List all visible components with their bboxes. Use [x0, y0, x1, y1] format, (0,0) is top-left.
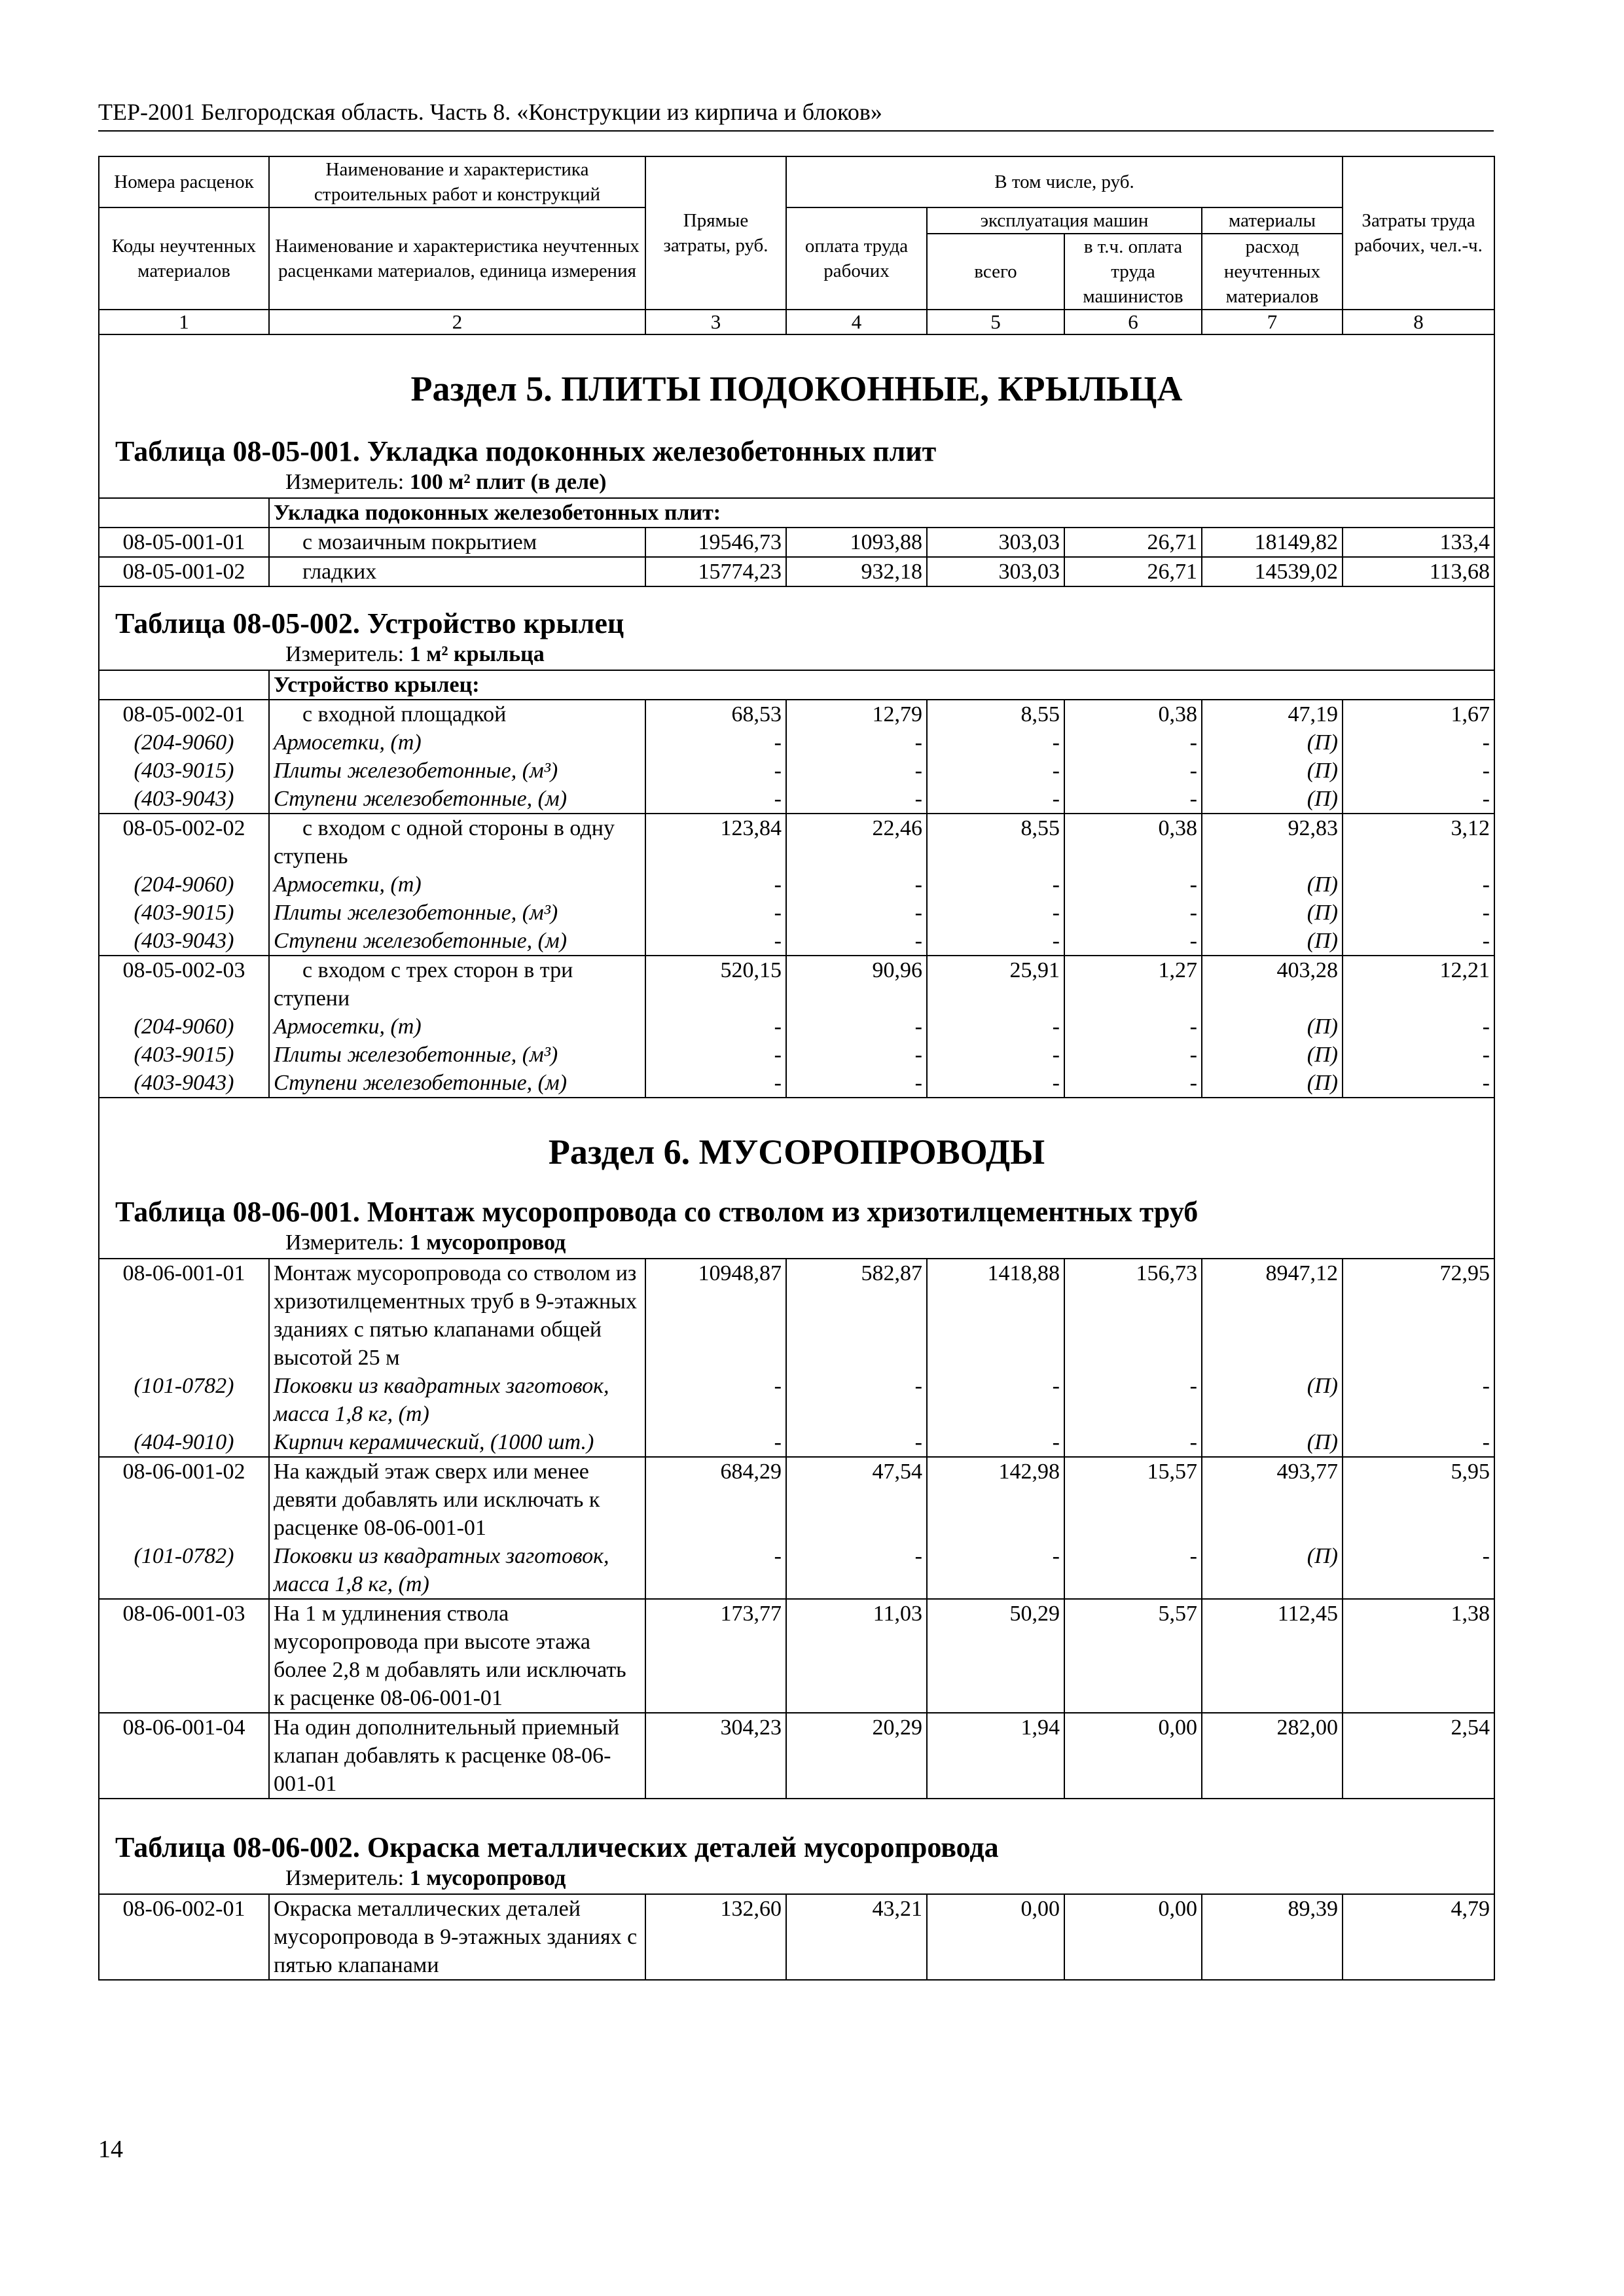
materials-cost: 282,00 [1202, 1713, 1343, 1799]
labor-hours: 113,68 [1343, 557, 1494, 586]
labor-hours: 5,95 - [1343, 1457, 1494, 1599]
rate-name: На каждый этаж сверх или менее девяти добавлять или исключать к расценке 08-06-001-01 Поковки из квадратных заготовок, масса 1,8 кг, (т) [269, 1457, 645, 1599]
materials-cost: 14539,02 [1202, 557, 1343, 586]
table-row [99, 1259, 1494, 1457]
machines-total: 303,03 [927, 528, 1064, 557]
table-row [99, 956, 1494, 1098]
col-8-header: Затраты труда рабочих, чел.-ч. [1343, 156, 1494, 310]
machinist-pay: 5,57 [1064, 1599, 1202, 1713]
labor-pay: 47,54 - [786, 1457, 927, 1599]
col-materials-header: материалы [1202, 207, 1343, 234]
rate-code: 08-05-002-01 (204-9060) (403-9015) (403-9043) [99, 700, 269, 814]
section-5-block [99, 334, 1494, 498]
rate-name: с мозаичным покрытием [269, 528, 645, 557]
col-6-header: в т.ч. оплата труда машинистов [1064, 234, 1202, 310]
rate-name: гладких [269, 557, 645, 586]
table-row [99, 1894, 1494, 1980]
subheading-blank [99, 498, 269, 528]
materials-cost: 89,39 [1202, 1894, 1343, 1980]
machines-total: 1,94 [927, 1713, 1064, 1799]
page-number: 14 [98, 2136, 123, 2163]
labor-hours: 72,95 - - [1343, 1259, 1494, 1457]
col-num-3: 3 [645, 310, 786, 334]
direct-costs: 132,60 [645, 1894, 786, 1980]
labor-hours: 3,12 - - - [1343, 814, 1494, 956]
labor-pay: 22,46 - - - [786, 814, 927, 956]
labor-pay: 11,03 [786, 1599, 927, 1713]
table-row [99, 1457, 1494, 1599]
col-num-7: 7 [1202, 310, 1343, 334]
labor-hours: 12,21 - - - [1343, 956, 1494, 1098]
materials-cost: 112,45 [1202, 1599, 1343, 1713]
machinist-pay: 156,73 - - [1064, 1259, 1202, 1457]
header-rule [98, 130, 1494, 132]
rate-code: 08-06-001-02 (101-0782) [99, 1457, 269, 1599]
machinist-pay: 26,71 [1064, 557, 1202, 586]
direct-costs: 10948,87 - - [645, 1259, 786, 1457]
direct-costs: 684,29 - [645, 1457, 786, 1599]
section-title: Раздел 5. ПЛИТЫ ПОДОКОННЫЕ, КРЫЛЬЦА [410, 369, 1183, 408]
machines-total: 1418,88 - - [927, 1259, 1064, 1457]
col-3-header: Прямые затраты, руб. [645, 156, 786, 310]
labor-pay: 90,96 - - - [786, 956, 927, 1098]
col-num-8: 8 [1343, 310, 1494, 334]
subheading: Устройство крылец: [269, 670, 1494, 700]
machinist-pay: 1,27 - - - [1064, 956, 1202, 1098]
direct-costs: 15774,23 [645, 557, 786, 586]
measure-line: Измеритель: 1 мусоропровод [285, 1230, 566, 1255]
col-num-6: 6 [1064, 310, 1202, 334]
machinist-pay: 0,00 [1064, 1713, 1202, 1799]
col-num-1: 1 [99, 310, 269, 334]
direct-costs: 19546,73 [645, 528, 786, 557]
labor-pay: 932,18 [786, 557, 927, 586]
rate-name: Монтаж мусоропровода со стволом из хризотилцементных труб в 9-этажных зданиях с пятью клапанами общей высотой 25 м Поковки из квадратных заготовок, масса 1,8 кг, (т) Кирпич керамический, (1000 шт.) [269, 1259, 645, 1457]
col-machines-header: эксплуатация машин [927, 207, 1202, 234]
col-7-header: расход неучтенных материалов [1202, 234, 1343, 310]
col-num-5: 5 [927, 310, 1064, 334]
col-num-4: 4 [786, 310, 927, 334]
table-header [99, 156, 1494, 334]
direct-costs: 123,84 - - - [645, 814, 786, 956]
rates-table [98, 156, 1495, 1981]
rate-code: 08-06-001-04 [99, 1713, 269, 1799]
labor-pay: 12,79 - - - [786, 700, 927, 814]
col-5-header: всего [927, 234, 1064, 310]
table-row [99, 814, 1494, 956]
machines-total: 8,55 - - - [927, 700, 1064, 814]
col-incl-header: В том числе, руб. [786, 156, 1343, 207]
machines-total: 303,03 [927, 557, 1064, 586]
rate-code: 08-05-001-01 [99, 528, 269, 557]
direct-costs: 68,53 - - - [645, 700, 786, 814]
rate-name: На 1 м удлинения ствола мусоропровода при высоте этажа более 2,8 м добавлять или исключать к расценке 08-06-001-01 [269, 1599, 645, 1713]
col-4-header: оплата труда рабочих [786, 207, 927, 310]
col-1-top: Номера расценок [99, 156, 269, 207]
materials-cost: 403,28 (П) (П) (П) [1202, 956, 1343, 1098]
page-header: ТЕР-2001 Белгородская область. Часть 8. «Конструкции из кирпича и блоков» [98, 99, 882, 125]
rate-name: На один дополнительный приемный клапан добавлять к расценке 08-06-001-01 [269, 1713, 645, 1799]
materials-cost: 47,19 (П) (П) (П) [1202, 700, 1343, 814]
table-row [99, 1599, 1494, 1713]
section-6-block [99, 1098, 1494, 1259]
labor-pay: 582,87 - - [786, 1259, 927, 1457]
col-1-bottom: Коды неучтенных материалов [99, 207, 269, 310]
rate-name: с входом с одной стороны в одну ступень Армосетки, (т) Плиты железобетонные, (м³) Ступени железобетонные, (м) [269, 814, 645, 956]
rate-code: 08-06-002-01 [99, 1894, 269, 1980]
table-title: Таблица 08-06-001. Монтаж мусоропровода со стволом из хризотилцементных труб [115, 1196, 1199, 1228]
direct-costs: 520,15 - - - [645, 956, 786, 1098]
col-2-bottom: Наименование и характеристика неучтенных расценками материалов, единица измерения [269, 207, 645, 310]
table-title: Таблица 08-06-002. Окраска металлических деталей мусоропровода [115, 1831, 999, 1863]
section-title: Раздел 6. МУСОРОПРОВОДЫ [548, 1132, 1045, 1172]
table-row [99, 700, 1494, 814]
machinist-pay: 0,00 [1064, 1894, 1202, 1980]
table-title-block [99, 1799, 1494, 1894]
machines-total: 50,29 [927, 1599, 1064, 1713]
machines-total: 0,00 [927, 1894, 1064, 1980]
machinist-pay: 0,38 - - - [1064, 814, 1202, 956]
labor-hours: 4,79 [1343, 1894, 1494, 1980]
labor-hours: 1,67 - - - [1343, 700, 1494, 814]
table-title: Таблица 08-05-002. Устройство крылец [115, 607, 624, 639]
table-row [99, 1713, 1494, 1799]
rate-code: 08-05-002-02 (204-9060) (403-9015) (403-9043) [99, 814, 269, 956]
machines-total: 8,55 - - - [927, 814, 1064, 956]
machines-total: 25,91 - - - [927, 956, 1064, 1098]
machinist-pay: 26,71 [1064, 528, 1202, 557]
direct-costs: 304,23 [645, 1713, 786, 1799]
rate-name: с входной площадкой Армосетки, (т) Плиты железобетонные, (м³) Ступени железобетонные, (м) [269, 700, 645, 814]
rate-code: 08-05-002-03 (204-9060) (403-9015) (403-9043) [99, 956, 269, 1098]
rate-name: Окраска металлических деталей мусоропровода в 9-этажных зданиях с пятью клапанами [269, 1894, 645, 1980]
labor-hours: 2,54 [1343, 1713, 1494, 1799]
labor-pay: 20,29 [786, 1713, 927, 1799]
rates-table-wrapper [98, 156, 1494, 1981]
rate-name: с входом с трех сторон в три ступени Армосетки, (т) Плиты железобетонные, (м³) Ступени железобетонные, (м) [269, 956, 645, 1098]
measure-line: Измеритель: 1 м² крыльца [285, 642, 545, 666]
table-title-block [99, 586, 1494, 670]
subheading: Укладка подоконных железобетонных плит: [269, 498, 1494, 528]
materials-cost: 8947,12 (П) (П) [1202, 1259, 1343, 1457]
rate-code: 08-06-001-01 (101-0782) (404-9010) [99, 1259, 269, 1457]
subheading-blank [99, 670, 269, 700]
materials-cost: 92,83 (П) (П) (П) [1202, 814, 1343, 956]
materials-cost: 493,77 (П) [1202, 1457, 1343, 1599]
machinist-pay: 15,57 - [1064, 1457, 1202, 1599]
labor-hours: 133,4 [1343, 528, 1494, 557]
table-row [99, 528, 1494, 557]
machines-total: 142,98 - [927, 1457, 1064, 1599]
rate-code: 08-05-001-02 [99, 557, 269, 586]
labor-pay: 43,21 [786, 1894, 927, 1980]
labor-hours: 1,38 [1343, 1599, 1494, 1713]
col-num-2: 2 [269, 310, 645, 334]
table-title: Таблица 08-05-001. Укладка подоконных железобетонных плит [115, 435, 937, 467]
measure-line: Измеритель: 1 мусоропровод [285, 1866, 566, 1890]
labor-pay: 1093,88 [786, 528, 927, 557]
rate-code: 08-06-001-03 [99, 1599, 269, 1713]
direct-costs: 173,77 [645, 1599, 786, 1713]
materials-cost: 18149,82 [1202, 528, 1343, 557]
table-row [99, 557, 1494, 586]
measure-line: Измеритель: 100 м² плит (в деле) [285, 470, 607, 494]
col-2-top: Наименование и характеристика строительных работ и конструкций [269, 156, 645, 207]
machinist-pay: 0,38 - - - [1064, 700, 1202, 814]
